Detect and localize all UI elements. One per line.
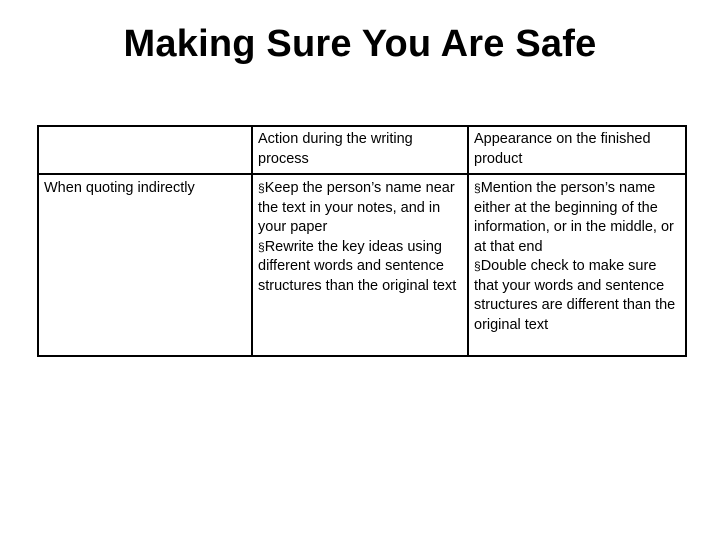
table-header-row bbox=[38, 126, 686, 174]
bullet-icon: § bbox=[474, 259, 481, 273]
header-cell-appearance: Appearance on the finished product bbox=[468, 126, 686, 174]
bullet-icon: § bbox=[258, 181, 265, 195]
action-bullet-1-text: Keep the person’s name near the text in your notes, and in your paper bbox=[258, 180, 455, 235]
action-bullet-1 bbox=[258, 179, 461, 238]
comparison-table-container bbox=[37, 125, 685, 357]
appearance-bullet-2-text: Double check to make sure that your words and sentence structures are different than the original text bbox=[474, 258, 676, 333]
appearance-bullet-1 bbox=[474, 179, 679, 257]
action-cell bbox=[252, 174, 468, 356]
comparison-table bbox=[37, 125, 687, 357]
appearance-bullet-2 bbox=[474, 257, 679, 335]
bullet-icon: § bbox=[258, 239, 265, 254]
action-bullet-2 bbox=[258, 238, 461, 297]
row-label-cell: When quoting indirectly bbox=[38, 174, 252, 356]
table-row bbox=[38, 174, 686, 356]
appearance-cell bbox=[468, 174, 686, 356]
header-cell-empty bbox=[38, 126, 252, 174]
bullet-icon: § bbox=[474, 181, 481, 195]
action-bullet-2-text: Rewrite the key ideas using different words and sentence structures than the original text bbox=[258, 238, 457, 294]
header-cell-action: Action during the writing process bbox=[252, 126, 468, 174]
slide-title: Making Sure You Are Safe bbox=[123, 23, 597, 65]
appearance-bullet-1-text: Mention the person’s name either at the beginning of the information, or in the middle, or at that end bbox=[474, 180, 674, 255]
